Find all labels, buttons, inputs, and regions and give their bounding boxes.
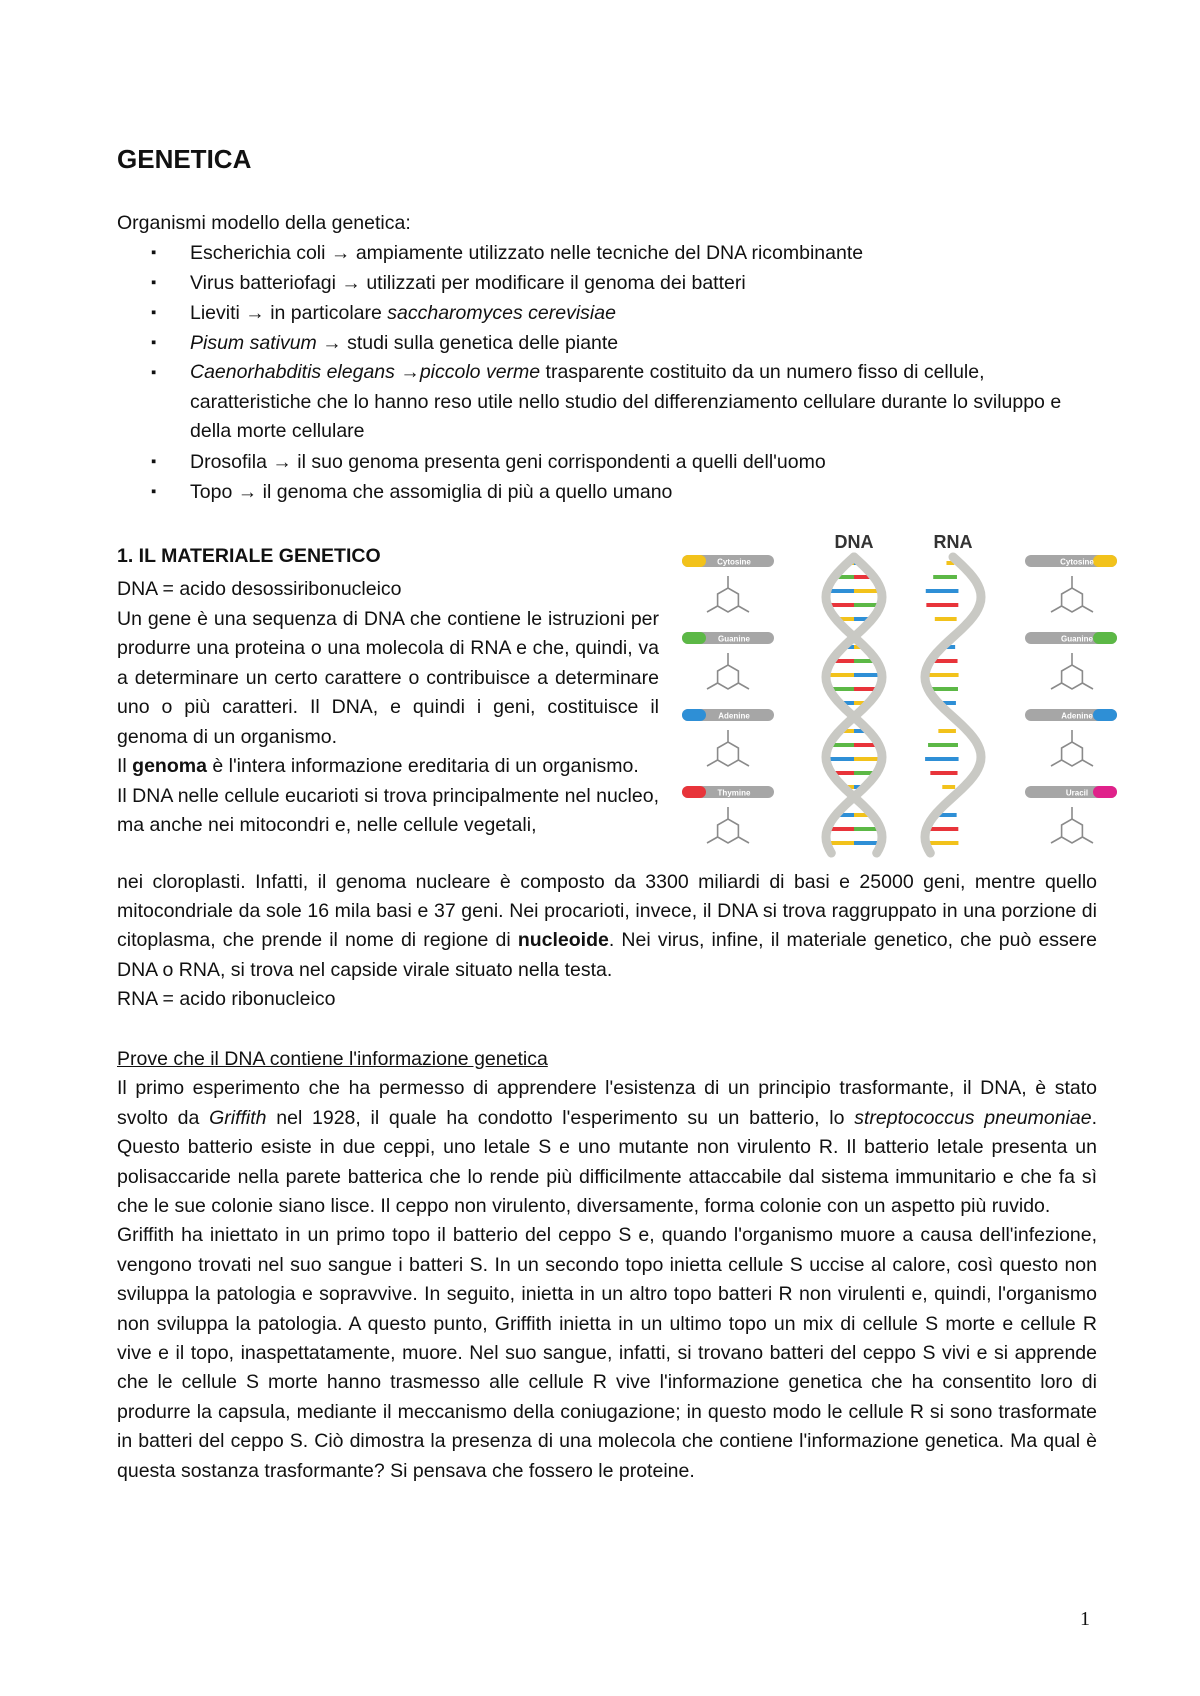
genome-paragraph: Il genoma è l'intera informazione ereditaria di un organismo. xyxy=(117,755,639,777)
section-heading: 1. IL MATERIALE GENETICO xyxy=(117,545,381,567)
right-molecule-1-ring xyxy=(1062,665,1083,689)
griffith-section xyxy=(117,1045,1097,1486)
rna-label: RNA xyxy=(933,532,973,552)
list-item: ▪ Topo → il genoma che assomiglia di più a quello umano xyxy=(117,477,1097,507)
right-base-2-color xyxy=(1093,709,1117,721)
arrow-icon: → xyxy=(330,242,351,264)
list-item: ▪ Lieviti → in particolare saccharomyces cerevisiae xyxy=(117,298,1097,328)
left-base-3-color xyxy=(682,786,706,798)
right-base-1-color xyxy=(1093,632,1117,644)
right-molecule-1-bond-left xyxy=(1051,683,1062,689)
left-base-1-color xyxy=(682,632,706,644)
right-molecule-2-bond-right xyxy=(1082,760,1093,766)
genome-term: genoma xyxy=(132,755,207,777)
list-item: ▪ Escherichia coli → ampiamente utilizzato nelle tecniche del DNA ricombinante xyxy=(117,238,1097,268)
right-base-1-text: Guanine xyxy=(1060,634,1094,644)
arrow-icon: → xyxy=(322,332,342,354)
left-base-1-text: Guanine xyxy=(717,634,751,644)
right-molecule-2-bond-left xyxy=(1051,760,1062,766)
right-molecule-1-bond-right xyxy=(1082,683,1093,689)
rna-definition: RNA = acido ribonucleico xyxy=(117,987,336,1010)
left-molecule-2-bond-right xyxy=(738,760,749,766)
left-molecule-1-bond-left xyxy=(707,683,718,689)
left-base-0-text: Cytosine xyxy=(717,557,751,567)
subsection-heading: Prove che il DNA contiene l'informazione genetica xyxy=(117,1048,548,1070)
left-molecule-2-bond-left xyxy=(707,760,718,766)
dna-location-continued: nei cloroplasti. Infatti, il genoma nucleare è composto da 3300 miliardi di basi e 25000 geni, mentre quello mitocondriale da sole 16 mila basi e 37 geni. Nei procarioti, invece, il DNA si trova raggruppato in una porzione di citoplasma, che prende il nome di regione di nucleoide. Nei virus, infine, il materiale genetico, che può essere DNA o RNA, si trova nel capside virale situato nella testa. xyxy=(117,871,1097,981)
arrow-icon: → xyxy=(245,302,265,324)
right-molecule-0-bond-right xyxy=(1082,606,1093,612)
right-base-2-text: Adenine xyxy=(1061,711,1093,721)
list-item: ▪ Pisum sativum → studi sulla genetica delle piante xyxy=(117,328,1097,358)
dna-label: DNA xyxy=(834,532,874,552)
arrow-icon: → xyxy=(341,272,361,294)
list-item: ▪ Drosofila → il suo genoma presenta geni corrispondenti a quelli dell'uomo xyxy=(117,447,1097,477)
right-molecule-3-ring xyxy=(1062,819,1083,843)
left-molecule-2-ring xyxy=(718,742,739,766)
left-base-2-color xyxy=(682,709,706,721)
nucleoid-term: nucleoide xyxy=(517,929,609,952)
left-molecule-1-bond-right xyxy=(738,683,749,689)
left-base-3-text: Thymine xyxy=(717,788,751,798)
arrow-icon: → xyxy=(400,361,420,383)
right-base-0-text: Cytosine xyxy=(1060,557,1094,567)
left-base-0-color xyxy=(682,555,706,567)
left-base-2-text: Adenine xyxy=(718,711,750,721)
griffith-paragraph-1: Il primo esperimento che ha permesso di apprendere l'esistenza di un principio trasformante, il DNA, è stato svolto da Griffith nel 1928, il quale ha condotto l'esperimento su un batterio, lo streptococcus pneumoniae. Questo batterio esiste in due ceppi, uno letale S e uno mutante non virulento R. Il batterio letale presenta un polisaccaride nella parete batterica che lo rende più difficilmente attaccabile dal sistema immunitario e che fa sì che le sue colonie siano lisce. Il ceppo non virulento, diversamente, forma colonie con un aspetto più ruvido. xyxy=(117,1077,1098,1218)
left-molecule-3-ring xyxy=(718,819,739,843)
left-molecule-0-ring xyxy=(718,588,739,612)
right-base-0-color xyxy=(1093,555,1117,567)
model-organisms-section xyxy=(117,208,1097,507)
arrow-icon: → xyxy=(272,450,292,473)
right-base-3-color xyxy=(1093,786,1117,798)
right-molecule-2-ring xyxy=(1062,742,1083,766)
right-molecule-0-ring xyxy=(1062,588,1083,612)
list-item: ▪ Caenorhabditis elegans →piccolo verme trasparente costituito da un numero fisso di cellule, caratteristiche che lo hanno reso utile nello studio del differenziamento cellulare durante lo sviluppo e della morte cellulare xyxy=(117,358,1097,447)
dna-rna-illustration xyxy=(672,525,1169,865)
right-molecule-3-bond-right xyxy=(1082,837,1093,843)
page-title: GENETICA xyxy=(117,144,252,174)
list-item: ▪ Virus batteriofagi → utilizzati per modificare il genoma dei batteri xyxy=(117,268,1097,298)
genetic-material-continued xyxy=(117,868,1097,1014)
left-molecule-0-bond-right xyxy=(738,606,749,612)
dna-rna-figure xyxy=(672,525,1169,865)
dna-location-paragraph: Il DNA nelle cellule eucarioti si trova principalmente nel nucleo, ma anche nei mitocondri e, nelle cellule vegetali, xyxy=(117,784,659,836)
genetic-material-text xyxy=(117,575,659,841)
intro-lead: Organismi modello della genetica: xyxy=(117,212,411,234)
left-molecule-3-bond-left xyxy=(707,837,718,843)
left-molecule-1-ring xyxy=(718,665,739,689)
right-base-3-text: Uracil xyxy=(1065,788,1089,798)
dna-definition: DNA = acido desossiribonucleico xyxy=(117,578,402,600)
right-molecule-0-bond-left xyxy=(1051,606,1062,612)
arrow-icon: → xyxy=(237,480,258,503)
left-molecule-3-bond-right xyxy=(738,837,749,843)
page-number: 1 xyxy=(1080,1608,1090,1630)
left-molecule-0-bond-left xyxy=(707,606,718,612)
model-organisms-list xyxy=(117,238,1097,507)
griffith-paragraph-2: Griffith ha iniettato in un primo topo il batterio del ceppo S e, quando l'organismo muore a causa dell'infezione, vengono trovati nel suo sangue i batteri S. In un secondo topo inietta cellule S uccise al calore, così questo non sviluppa la patologia e sopravvive. In seguito, inietta in un altro topo batteri R non virulenti e, quindi, l'organismo non sviluppa la patologia. A questo punto, Griffith inietta in un ultimo topo un mix di cellule S morte e cellule R vive e il topo, inaspettatamente, muore. Nel suo sangue, infatti, si trovano batteri del ceppo S vivi e si apprende che le cellule S morte hanno trasmesso alle cellule R vive l'informazione genetica che ha consentito loro di produrre la capsula, mediante il meccanismo della coniugazione; in questo modo le cellule R si sono trasformate in batteri del ceppo S. Ciò dimostra la presenza di una molecola che contiene l'informazione genetica. Ma qual è questa sostanza trasformante? Si pensava che fossero le proteine. xyxy=(117,1224,1097,1482)
gene-paragraph: Un gene è una sequenza di DNA che contiene le istruzioni per produrre una proteina o una molecola di RNA e che, quindi, va a determinare un certo carattere o contribuisce a determinare uno o più caratteri. Il DNA, e quindi i geni, costituisce il genoma di un organismo. xyxy=(117,607,659,748)
right-molecule-3-bond-left xyxy=(1051,837,1062,843)
